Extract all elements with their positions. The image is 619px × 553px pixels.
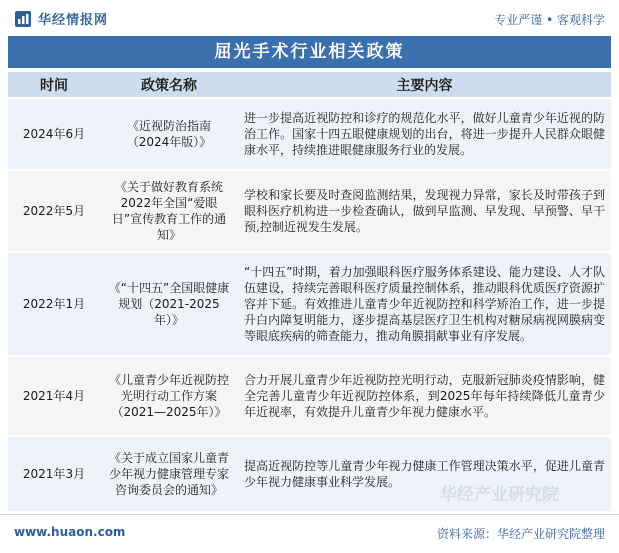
cell-policy-name: 《儿童青少年近视防控光明行动工作方案（2021—2025年）》	[100, 356, 238, 436]
cell-time: 2024年6月	[8, 98, 100, 170]
cell-policy-name: 《关于成立国家儿童青少年视力健康管理专家咨询委员会的通知》	[100, 436, 238, 512]
cell-policy-name: 《关于做好教育系统2022年全国“爱眼日”宣传教育工作的通知》	[100, 170, 238, 252]
cell-policy-name: 《近视防治指南（2024年版）》	[100, 98, 238, 170]
cell-main-content: 进一步提高近视防控和诊疗的规范化水平，做好儿童青少年近视的防治工作。国家十四五眼健康规划的出台，将进一步提升人民群众眼健康水平，持续推进眼健康服务行业的发展。	[238, 98, 611, 170]
huajing-logo-icon	[14, 10, 32, 28]
cell-time: 2022年1月	[8, 252, 100, 356]
cell-policy-name: 《“十四五”全国眼健康规划（2021-2025年）》	[100, 252, 238, 356]
cell-main-content: 提高近视防控等儿童青少年视力健康工作管理决策水平，促进儿童青少年视力健康事业科学发展。	[238, 436, 611, 512]
column-header-main-content: 主要内容	[238, 72, 611, 98]
cell-main-content: 合力开展儿童青少年近视防控光明行动，克服新冠肺炎疫情影响，健全完善儿童青少年近视防控体系，到2025年每年持续降低儿童青少年近视率，有效提升儿童青少年视力健康水平。	[238, 356, 611, 436]
cell-main-content: “十四五”时期，着力加强眼科医疗服务体系建设、能力建设、人才队伍建设，持续完善眼科医疗质量控制体系，推动眼科优质医疗资源扩容并下延。有效推进儿童青少年近视防控和科学矫治工作，进一步提升白内障复明能力，逐步提高基层医疗卫生机构对糖尿病视网膜病变等眼底疾病的筛查能力，推动角膜捐献事业有序发展。	[238, 252, 611, 356]
brand-name: 华经情报网	[38, 13, 109, 28]
cell-time: 2021年3月	[8, 436, 100, 512]
table-row	[8, 356, 611, 436]
cell-time: 2021年4月	[8, 356, 100, 436]
slogan: 专业严谨 • 客观科学	[494, 13, 605, 27]
table-row	[8, 98, 611, 170]
footer	[0, 514, 619, 553]
column-header-policy-name: 政策名称	[100, 72, 238, 98]
brand[interactable]	[14, 9, 108, 28]
table-row	[8, 252, 611, 356]
top-bar	[0, 0, 619, 36]
column-header-time: 时间	[8, 72, 100, 98]
policy-table	[8, 72, 611, 513]
footer-url-link[interactable]: www.huaon.com	[14, 525, 126, 539]
page-title: 屈光手术行业相关政策	[8, 36, 611, 68]
table-header-row	[8, 72, 611, 98]
cell-time: 2022年5月	[8, 170, 100, 252]
table-row	[8, 436, 611, 512]
watermark: 华经产业研究院	[440, 485, 559, 505]
table-row	[8, 170, 611, 252]
cell-main-content: 学校和家长要及时查阅监测结果，发现视力异常，家长及时带孩子到眼科医疗机构进一步检查确认，做到早监测、早发现、早预警、早干预,控制近视发生发展。	[238, 170, 611, 252]
footer-source: 资料来源：华经产业研究院整理	[436, 527, 605, 541]
